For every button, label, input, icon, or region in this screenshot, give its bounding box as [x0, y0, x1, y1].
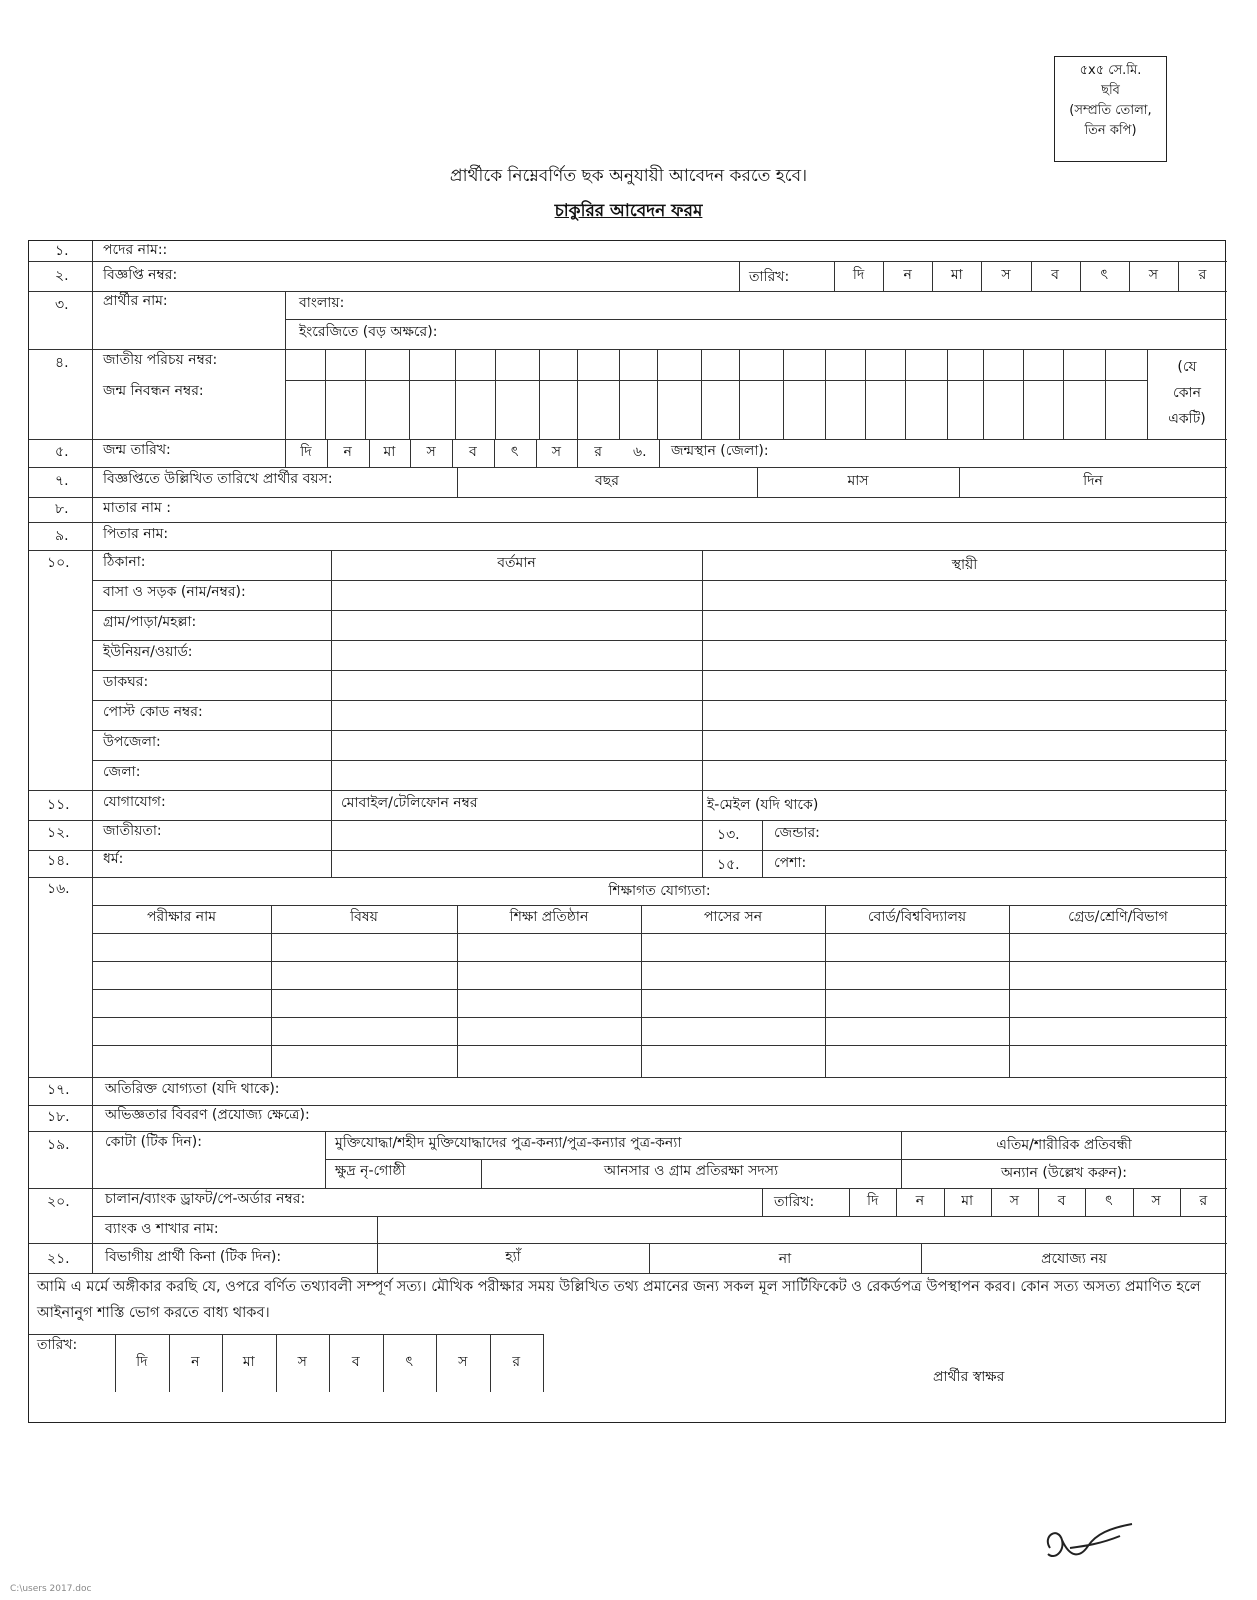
- challan-label: চালান/ব্যাংক ড্রাফট/পে-অর্ডার নম্বর:: [105, 1191, 306, 1207]
- address-line-label: উপজেলা:: [103, 734, 161, 750]
- row-line: [29, 850, 1227, 851]
- row-line: [29, 261, 1227, 262]
- quota-ethnic-minority: ক্ষুদ্র নৃ-গোষ্ঠী: [335, 1163, 406, 1179]
- education-column-line: [457, 905, 458, 1077]
- declaration-text: আমি এ মর্মে অঙ্গীকার করছি যে, ওপরে বর্ণিত তথ্যাবলী সম্পূর্ণ সত্য। মৌখিক পরীক্ষার সময় উল্লিখিত তথ্য প্রমানের জন্য সকল মূল সার্টিফিকেট ও রেকর্ডপত্র উপস্থাপন করব। কোন সত্য অসত্য প্রমাণিত হলে আইনানুগ শাস্তি ভোগ করতে বাধ্য থাকব।: [37, 1279, 1201, 1321]
- row10-number: ১০.: [47, 555, 70, 571]
- cell-line: [762, 820, 763, 877]
- birth-date-box[interactable]: ন: [343, 444, 352, 460]
- intro-text: প্রার্থীকে নিম্নেবর্ণিত ছক অনুযায়ী আবেদন করতে হবে।: [449, 166, 808, 186]
- nid-grid-line: [1063, 349, 1064, 439]
- row6-number: ৬.: [633, 444, 647, 460]
- nid-grid-line: [905, 349, 906, 439]
- cell-line: [762, 1188, 763, 1216]
- nid-grid-line: [285, 380, 1147, 381]
- address-row-line: [92, 760, 1227, 761]
- row21-number: ২১.: [47, 1251, 70, 1267]
- birth-date-box[interactable]: ব: [468, 444, 477, 460]
- birth-date-box[interactable]: র: [594, 444, 602, 460]
- nid-grid-line: [455, 349, 456, 439]
- birth-date-label: জন্ম তারিখ:: [103, 442, 171, 458]
- nid-grid-line: [1105, 349, 1106, 439]
- cell-line: [377, 1216, 378, 1243]
- challan-date-box[interactable]: র: [1199, 1193, 1208, 1209]
- nid-grid-line: [1023, 349, 1024, 439]
- education-row-line: [92, 1017, 1227, 1018]
- signature-mark: [1040, 1518, 1140, 1568]
- birth-date-box[interactable]: স: [551, 444, 561, 460]
- age-label: বিজ্ঞপ্তিতে উল্লিখিত তারিখে প্রার্থীর বয়স:: [103, 471, 333, 487]
- row19-number: ১৯.: [47, 1137, 70, 1153]
- nid-grid-line: [409, 349, 410, 439]
- birthplace-label: জন্মস্থান (জেলা):: [671, 443, 769, 459]
- nid-grid-line: [539, 349, 540, 439]
- permanent-address-header: স্থায়ী: [951, 557, 978, 573]
- form-title-text: চাকুরির আবেদন ফরম: [554, 201, 703, 221]
- quota-freedom-fighter: মুক্তিযোদ্ধা/শহীদ মুক্তিযোদ্ধাদের পুত্র-কন্যা/পুত্র-কন্যার পুত্র-কন্যা: [335, 1135, 682, 1151]
- any-one-note-2: কোন: [1173, 385, 1201, 401]
- education-column-line: [825, 905, 826, 1077]
- declaration-date-box[interactable]: স: [297, 1354, 307, 1370]
- challan-date-box[interactable]: স: [1151, 1193, 1161, 1209]
- row-line: [29, 522, 1227, 523]
- name-bangla-label: বাংলায়:: [299, 295, 345, 311]
- education-column-line: [271, 905, 272, 1077]
- cell-line: [92, 905, 1227, 906]
- row-line: [29, 1188, 1227, 1189]
- row8-number: ৮.: [55, 501, 69, 517]
- age-month-label: মাস: [847, 473, 869, 489]
- challan-date-box[interactable]: ব: [1057, 1193, 1066, 1209]
- candidate-name-label: প্রার্থীর নাম:: [103, 293, 168, 309]
- nid-grid-line: [657, 349, 658, 439]
- row-line: [29, 1131, 1227, 1132]
- nid-grid-line: [1147, 349, 1148, 439]
- address-line-label: জেলা:: [103, 764, 141, 780]
- row20-number: ২০.: [47, 1194, 70, 1210]
- row2-number: ২.: [55, 268, 69, 284]
- father-name-label: পিতার নাম:: [103, 526, 169, 542]
- declaration-date-box[interactable]: মা: [242, 1354, 255, 1370]
- row-line: [29, 439, 1227, 440]
- row15-number: ১৫.: [717, 857, 740, 873]
- row14-number: ১৪.: [47, 853, 70, 869]
- name-english-label: ইংরেজিতে (বড় অক্ষরে):: [299, 324, 438, 340]
- row-line: [29, 467, 1227, 468]
- cell-line: [739, 261, 740, 291]
- row5-number: ৫.: [55, 444, 69, 460]
- declaration-date-box[interactable]: ব: [351, 1354, 360, 1370]
- nid-grid-line: [983, 349, 984, 439]
- quota-other: অন্যান (উল্লেখ করুন):: [1000, 1165, 1128, 1181]
- departmental-label: বিভাগীয় প্রার্থী কিনা (টিক দিন):: [105, 1249, 282, 1265]
- birth-date-box[interactable]: ৎ: [510, 444, 519, 460]
- age-day-label: দিন: [1083, 473, 1103, 489]
- circular-date-box[interactable]: স: [1148, 267, 1158, 283]
- mother-name-label: মাতার নাম :: [103, 500, 171, 516]
- circular-date-box[interactable]: ৎ: [1100, 267, 1108, 283]
- profession-label: পেশা:: [774, 855, 807, 871]
- nid-grid-line: [325, 349, 326, 439]
- nid-grid-line: [285, 349, 286, 439]
- row16-number: ১৬.: [47, 881, 70, 897]
- nid-grid-line: [495, 349, 496, 439]
- circular-date-box[interactable]: র: [1198, 267, 1207, 283]
- declaration-date-label: তারিখ:: [37, 1337, 78, 1353]
- any-one-note-3: একটি): [1168, 411, 1206, 427]
- row1-number: ১.: [55, 243, 69, 259]
- education-row-line: [92, 1045, 1227, 1046]
- circular-date-box[interactable]: স: [1001, 267, 1011, 283]
- circular-date-label: তারিখ:: [749, 269, 790, 285]
- extra-qualification-label: অতিরিক্ত যোগ্যতা (যদি থাকে):: [105, 1081, 280, 1097]
- education-label: শিক্ষাগত যোগ্যতা:: [608, 883, 711, 899]
- quota-ansar-vdp: আনসার ও গ্রাম প্রতিরক্ষা সদস্য: [603, 1163, 779, 1179]
- education-row-line: [92, 933, 1227, 934]
- post-name-label: পদের নাম::: [103, 242, 168, 258]
- row-line: [29, 1105, 1227, 1106]
- contact-label: যোগাযোগ:: [103, 794, 166, 810]
- challan-date-box[interactable]: মা: [961, 1193, 974, 1209]
- row18-number: ১৮.: [47, 1109, 70, 1125]
- circular-date-box[interactable]: মা: [950, 267, 963, 283]
- nid-grid-line: [825, 349, 826, 439]
- photo-box: [1054, 56, 1167, 162]
- number-column-line: [92, 241, 93, 1273]
- departmental-not-applicable[interactable]: প্রযোজ্য নয়: [1041, 1251, 1107, 1267]
- row-line: [29, 291, 1227, 292]
- nid-grid-line: [783, 349, 784, 439]
- row13-number: ১৩.: [717, 827, 740, 843]
- cell-line: [331, 790, 332, 877]
- row9-number: ৯.: [55, 528, 69, 544]
- signature-label: প্রার্থীর স্বাক্ষর: [933, 1369, 1005, 1385]
- circular-number-label: বিজ্ঞপ্তি নম্বর:: [103, 267, 178, 283]
- challan-date-box[interactable]: ন: [915, 1193, 925, 1209]
- address-line-label: বাসা ও সড়ক (নাম/নম্বর):: [103, 584, 246, 600]
- row-line: [29, 497, 1227, 498]
- row12-number: ১২.: [47, 825, 70, 841]
- nid-grid-line: [865, 349, 866, 439]
- form-title: [0, 198, 1257, 226]
- education-column-header: বিষয়: [350, 909, 378, 925]
- declaration-date-box[interactable]: স: [458, 1354, 468, 1370]
- photo-size: ৫x৫ সে.মি.: [1079, 63, 1142, 78]
- phone-label: মোবাইল/টেলিফোন নম্বর: [341, 795, 478, 811]
- row-line: [29, 1077, 1227, 1078]
- cell-line: [702, 790, 703, 877]
- cell-line: [543, 1334, 544, 1392]
- challan-date-box[interactable]: স: [1009, 1193, 1019, 1209]
- address-row-line: [92, 700, 1227, 701]
- any-one-note-1: (যে: [1177, 359, 1197, 375]
- bank-branch-label: ব্যাংক ও শাখার নাম:: [105, 1221, 219, 1237]
- row-line: [29, 1243, 1227, 1244]
- education-row-line: [92, 989, 1227, 990]
- photo-label: ছবি: [1101, 83, 1120, 98]
- age-year-label: বছর: [595, 473, 619, 489]
- address-line-label: ইউনিয়ন/ওয়ার্ড:: [103, 644, 193, 660]
- circular-date-box[interactable]: ন: [903, 267, 912, 283]
- circular-date-box[interactable]: দি: [852, 267, 865, 283]
- photo-note: (সম্প্রতি তোলা,: [1069, 103, 1152, 118]
- birth-reg-label: জন্ম নিবন্ধন নম্বর:: [103, 383, 204, 399]
- address-row-line: [92, 610, 1227, 611]
- nid-grid-line: [619, 349, 620, 439]
- cell-line: [92, 1216, 1227, 1217]
- cell-line: [29, 1334, 543, 1335]
- nid-label: জাতীয় পরিচয় নম্বর:: [103, 352, 218, 368]
- birth-date-box[interactable]: স: [426, 444, 436, 460]
- religion-label: ধর্ম:: [103, 851, 124, 867]
- row3-number: ৩.: [55, 297, 69, 313]
- row-line: [29, 790, 1227, 791]
- address-row-line: [92, 580, 1227, 581]
- education-column-header: পরীক্ষার নাম: [147, 909, 216, 925]
- address-row-line: [92, 640, 1227, 641]
- application-form: [28, 240, 1226, 1423]
- address-line-label: পোস্ট কোড নম্বর:: [103, 704, 203, 720]
- row7-number: ৭.: [55, 473, 69, 489]
- file-path: C:\users 2017.doc: [10, 1584, 92, 1594]
- photo-copies: তিন কপি): [1084, 123, 1137, 138]
- education-column-line: [641, 905, 642, 1077]
- challan-date-label: তারিখ:: [774, 1194, 815, 1210]
- cell-line: [659, 439, 660, 467]
- present-address-header: বর্তমান: [497, 555, 536, 571]
- row-line: [29, 877, 1227, 878]
- row-line: [29, 820, 1227, 821]
- departmental-yes[interactable]: হ্যাঁ: [505, 1249, 521, 1265]
- row11-number: ১১.: [47, 797, 70, 813]
- nid-grid-line: [947, 349, 948, 439]
- address-label: ঠিকানা:: [103, 554, 146, 570]
- email-label: ই-মেইল (যদি থাকে): [707, 797, 819, 813]
- education-column-header: গ্রেড/শ্রেণি/বিভাগ: [1068, 909, 1168, 925]
- nid-grid-line: [701, 349, 702, 439]
- quota-orphan-disabled: এতিম/শারীরিক প্রতিবন্ধী: [996, 1137, 1132, 1153]
- declaration-date-box[interactable]: ৎ: [405, 1354, 413, 1370]
- challan-date-box[interactable]: ৎ: [1105, 1193, 1113, 1209]
- row4-number: ৪.: [55, 355, 69, 371]
- education-row-line: [92, 961, 1227, 962]
- declaration-date-box[interactable]: ন: [191, 1354, 200, 1370]
- gender-label: জেন্ডার:: [774, 825, 820, 841]
- address-row-line: [92, 730, 1227, 731]
- nid-grid-line: [365, 349, 366, 439]
- cell-line: [285, 319, 1227, 320]
- address-row-line: [92, 670, 1227, 671]
- row17-number: ১৭.: [47, 1082, 70, 1098]
- education-column-line: [1009, 905, 1010, 1077]
- quota-label: কোটা (টিক দিন):: [105, 1134, 202, 1150]
- birth-date-box[interactable]: মা: [383, 444, 396, 460]
- row-line: [29, 550, 1227, 551]
- row-line: [29, 349, 1227, 350]
- address-line-label: ডাকঘর:: [103, 674, 149, 690]
- cell-line: [285, 291, 286, 349]
- education-column-header: বোর্ড/বিশ্ববিদ্যালয়: [867, 909, 967, 925]
- address-line-label: গ্রাম/পাড়া/মহল্লা:: [103, 614, 197, 630]
- nid-grid-line: [739, 349, 740, 439]
- education-column-header: পাসের সন: [703, 909, 763, 925]
- experience-label: অভিজ্ঞতার বিবরণ (প্রযোজ্য ক্ষেত্রে):: [105, 1107, 310, 1123]
- challan-date-box[interactable]: দি: [866, 1193, 879, 1209]
- birth-date-box[interactable]: দি: [300, 444, 312, 460]
- declaration-date-box[interactable]: দি: [136, 1354, 148, 1370]
- education-column-header: শিক্ষা প্রতিষ্ঠান: [509, 909, 589, 925]
- circular-date-box[interactable]: ব: [1051, 267, 1059, 283]
- cell-line: [325, 1159, 1227, 1160]
- departmental-no[interactable]: না: [778, 1251, 792, 1267]
- declaration-date-box[interactable]: র: [512, 1354, 521, 1370]
- nid-grid-line: [577, 349, 578, 439]
- nationality-label: জাতীয়তা:: [103, 823, 162, 839]
